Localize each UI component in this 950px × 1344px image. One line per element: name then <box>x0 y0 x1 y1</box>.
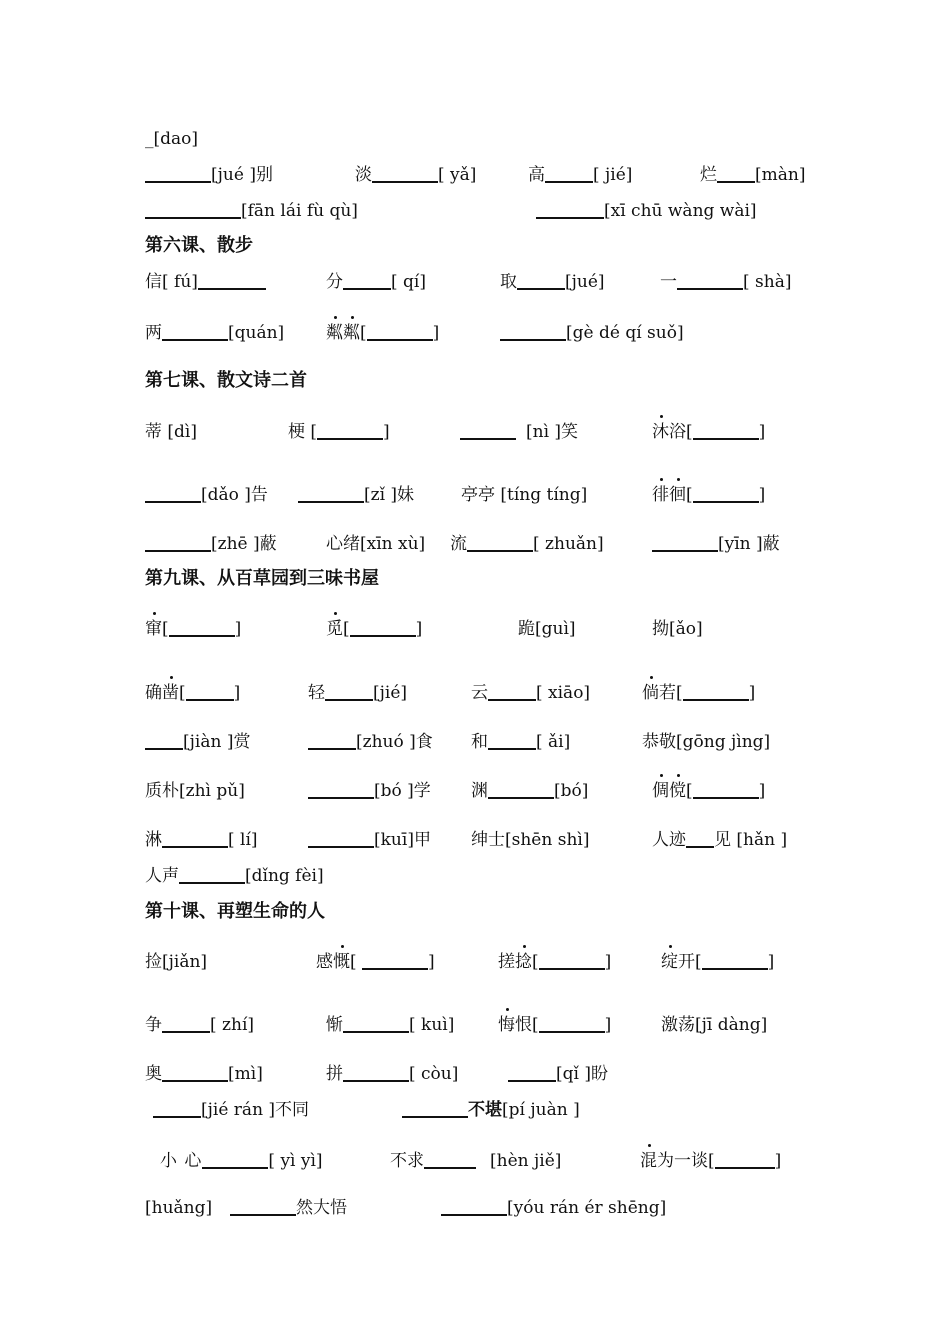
answer-blank[interactable] <box>517 270 565 290</box>
answer-blank[interactable] <box>545 163 593 183</box>
pinyin-item: 梗 [ ] <box>288 422 390 442</box>
answer-blank[interactable] <box>179 864 245 884</box>
pinyin-item: 信[ fú] <box>145 269 266 295</box>
worksheet-line <box>0 1148 950 1174</box>
pinyin-item: 跪[guì] <box>518 619 576 639</box>
section-heading: 第六课、散步 <box>145 235 253 256</box>
answer-blank[interactable] <box>145 163 211 183</box>
pinyin-item: 然大悟 <box>230 1195 347 1221</box>
pinyin-item: 混为一谈[ ] <box>640 1148 781 1174</box>
answer-blank[interactable] <box>460 420 516 440</box>
pinyin-item: 倘若[ ] <box>642 680 755 706</box>
answer-blank[interactable] <box>362 950 428 970</box>
pinyin-item: 绅士[shēn shì] <box>471 830 590 850</box>
answer-blank[interactable] <box>308 779 374 799</box>
pinyin-item: 淡 [ yǎ] <box>355 165 477 185</box>
answer-blank[interactable] <box>693 483 759 503</box>
answer-blank[interactable] <box>539 950 605 970</box>
answer-blank[interactable] <box>350 617 416 637</box>
answer-blank[interactable] <box>343 1062 409 1082</box>
pinyin-item: [yóu rán ér shēng] <box>441 1195 666 1221</box>
answer-blank[interactable] <box>372 163 438 183</box>
pinyin-item: [xī chū wàng wài] <box>536 198 757 224</box>
pinyin-item: 拼 [ còu] <box>326 1064 459 1084</box>
pinyin-item: 烂 [màn] <box>700 165 806 185</box>
answer-blank[interactable] <box>467 532 533 552</box>
pinyin-item: 人声 [dǐng fèi] <box>145 866 324 886</box>
pinyin-item: 沐浴[ ] <box>652 419 765 445</box>
worksheet-line <box>0 778 950 804</box>
pinyin-item: 绽开[ ] <box>661 949 774 975</box>
answer-blank[interactable] <box>488 730 536 750</box>
worksheet-line <box>0 729 950 755</box>
pinyin-item: [huǎng] <box>145 1198 213 1218</box>
pinyin-item: 蒂 [dì] <box>145 422 197 442</box>
answer-blank[interactable] <box>402 1098 468 1118</box>
worksheet-line <box>0 1195 950 1221</box>
answer-blank[interactable] <box>424 1149 476 1169</box>
pinyin-item: 恭敬[gōng jìng] <box>642 732 771 752</box>
worksheet-line <box>0 680 950 706</box>
answer-blank[interactable] <box>652 532 718 552</box>
answer-blank[interactable] <box>488 681 536 701</box>
pinyin-item: [dǎo ]告 <box>145 482 268 508</box>
answer-blank[interactable] <box>186 681 234 701</box>
worksheet-line <box>0 419 950 445</box>
pinyin-item: 心绪[xīn xù] <box>326 534 426 554</box>
pinyin-item: [qǐ ]盼 <box>508 1061 608 1087</box>
pinyin-item: [kuī]甲 <box>308 827 431 853</box>
answer-blank[interactable] <box>298 483 364 503</box>
answer-blank[interactable] <box>162 1013 210 1033</box>
pinyin-item: 质朴[zhì pǔ] <box>145 781 245 801</box>
answer-blank[interactable] <box>715 1149 775 1169</box>
answer-blank[interactable] <box>702 950 768 970</box>
answer-blank[interactable] <box>343 270 391 290</box>
worksheet-line <box>0 162 950 188</box>
pinyin-item: 搓捻[ ] <box>498 949 611 975</box>
answer-blank[interactable] <box>153 1098 201 1118</box>
pinyin-item: [zǐ ]妹 <box>298 482 414 508</box>
answer-blank[interactable] <box>162 321 228 341</box>
answer-blank[interactable] <box>693 779 759 799</box>
answer-blank[interactable] <box>441 1196 507 1216</box>
pinyin-item: 捡[jiǎn] <box>145 952 208 972</box>
pinyin-item: 确凿[ ] <box>145 680 240 706</box>
pinyin-item: 分 [ qí] <box>326 272 426 292</box>
answer-blank[interactable] <box>343 1013 409 1033</box>
answer-blank[interactable] <box>693 420 759 440</box>
pinyin-item: 取 [jué] <box>500 272 605 292</box>
worksheet-line <box>0 863 950 889</box>
answer-blank[interactable] <box>145 730 183 750</box>
pinyin-item: 两 [quán] <box>145 323 285 343</box>
pinyin-item: 小 心 [ yì yì] <box>160 1151 323 1171</box>
pinyin-item: [jué ]别 <box>145 162 273 188</box>
pinyin-item: 感慨[ ] <box>316 949 435 975</box>
pinyin-item: 奥 [mì] <box>145 1064 263 1084</box>
section-heading: 第七课、散文诗二首 <box>145 370 307 391</box>
pinyin-item: 徘徊[ ] <box>652 482 765 508</box>
pinyin-item: 和 [ ǎi] <box>471 732 571 752</box>
worksheet-line <box>0 827 950 853</box>
pinyin-item: 激荡[jī dàng] <box>661 1015 768 1035</box>
answer-blank[interactable] <box>488 779 554 799</box>
answer-blank[interactable] <box>536 199 604 219</box>
answer-blank[interactable] <box>145 483 201 503</box>
answer-blank[interactable] <box>308 730 356 750</box>
pinyin-item: 一 [ shà] <box>660 272 792 292</box>
worksheet-line <box>0 482 950 508</box>
pinyin-item: 不求 [hèn jiě] <box>390 1151 562 1171</box>
answer-blank[interactable] <box>169 617 235 637</box>
pinyin-item: 觅[ ] <box>326 616 422 642</box>
pinyin-item: 亭亭 [tíng tíng] <box>461 485 588 505</box>
worksheet-line <box>0 1012 950 1038</box>
pinyin-item: 渊 [bó] <box>471 781 589 801</box>
answer-blank[interactable] <box>145 199 241 219</box>
pinyin-item: 窜[ ] <box>145 616 241 642</box>
pinyin-item: 争 [ zhí] <box>145 1015 255 1035</box>
answer-blank[interactable] <box>500 321 566 341</box>
answer-blank[interactable] <box>317 420 383 440</box>
pinyin-item: [fān lái fù qù] <box>145 198 358 224</box>
pinyin-item: 倜傥[ ] <box>652 778 765 804</box>
answer-blank[interactable] <box>367 321 433 341</box>
worksheet-line <box>0 198 950 224</box>
pinyin-item: 人迹 见 [hǎn ] <box>652 830 788 850</box>
worksheet-line <box>0 269 950 295</box>
pinyin-item: [gè dé qí suǒ] <box>500 320 684 346</box>
pinyin-item: [zhuó ]食 <box>308 729 433 755</box>
answer-blank[interactable] <box>539 1013 605 1033</box>
pinyin-item: [jié rán ]不同 <box>153 1097 309 1123</box>
answer-blank[interactable] <box>230 1196 296 1216</box>
pinyin-item: [zhē ]蔽 <box>145 531 277 557</box>
pinyin-item: 不堪[pí juàn ] <box>402 1097 580 1123</box>
section-heading: 第九课、从百草园到三味书屋 <box>145 568 379 589</box>
section-heading: 第十课、再塑生命的人 <box>145 901 325 922</box>
answer-blank[interactable] <box>198 270 266 290</box>
pinyin-item: 悔恨[ ] <box>498 1012 611 1038</box>
pinyin-item: [bó ]学 <box>308 778 431 804</box>
answer-blank[interactable] <box>162 1062 228 1082</box>
pinyin-item: 云 [ xiāo] <box>471 683 591 703</box>
pinyin-item: [yīn ]蔽 <box>652 531 780 557</box>
worksheet-line <box>0 1097 950 1123</box>
pinyin-item: 粼粼[ ] <box>326 320 439 346</box>
worksheet-line <box>0 531 950 557</box>
worksheet-line <box>0 616 950 642</box>
worksheet-line <box>0 320 950 346</box>
answer-blank[interactable] <box>717 163 755 183</box>
pinyin-item: 轻 [jié] <box>308 683 408 703</box>
answer-blank[interactable] <box>686 828 714 848</box>
pinyin-item: 惭 [ kuì] <box>326 1015 455 1035</box>
pinyin-item: [jiàn ]赏 <box>145 729 250 755</box>
answer-blank[interactable] <box>202 1149 268 1169</box>
answer-blank[interactable] <box>162 828 228 848</box>
worksheet-line <box>0 949 950 975</box>
pinyin-item: 流 [ zhuǎn] <box>450 534 604 554</box>
answer-blank[interactable] <box>308 828 374 848</box>
pinyin-item: _[dao] <box>145 129 199 149</box>
answer-blank[interactable] <box>325 681 373 701</box>
pinyin-item: 拗[ǎo] <box>652 619 703 639</box>
pinyin-item: [nì ]笑 <box>460 419 578 445</box>
answer-blank[interactable] <box>677 270 743 290</box>
worksheet-line <box>0 1061 950 1087</box>
pinyin-item: 淋 [ lí] <box>145 830 258 850</box>
worksheet-line <box>0 126 950 152</box>
answer-blank[interactable] <box>683 681 749 701</box>
answer-blank[interactable] <box>145 532 211 552</box>
answer-blank[interactable] <box>508 1062 556 1082</box>
pinyin-item: 高 [ jié] <box>528 165 633 185</box>
